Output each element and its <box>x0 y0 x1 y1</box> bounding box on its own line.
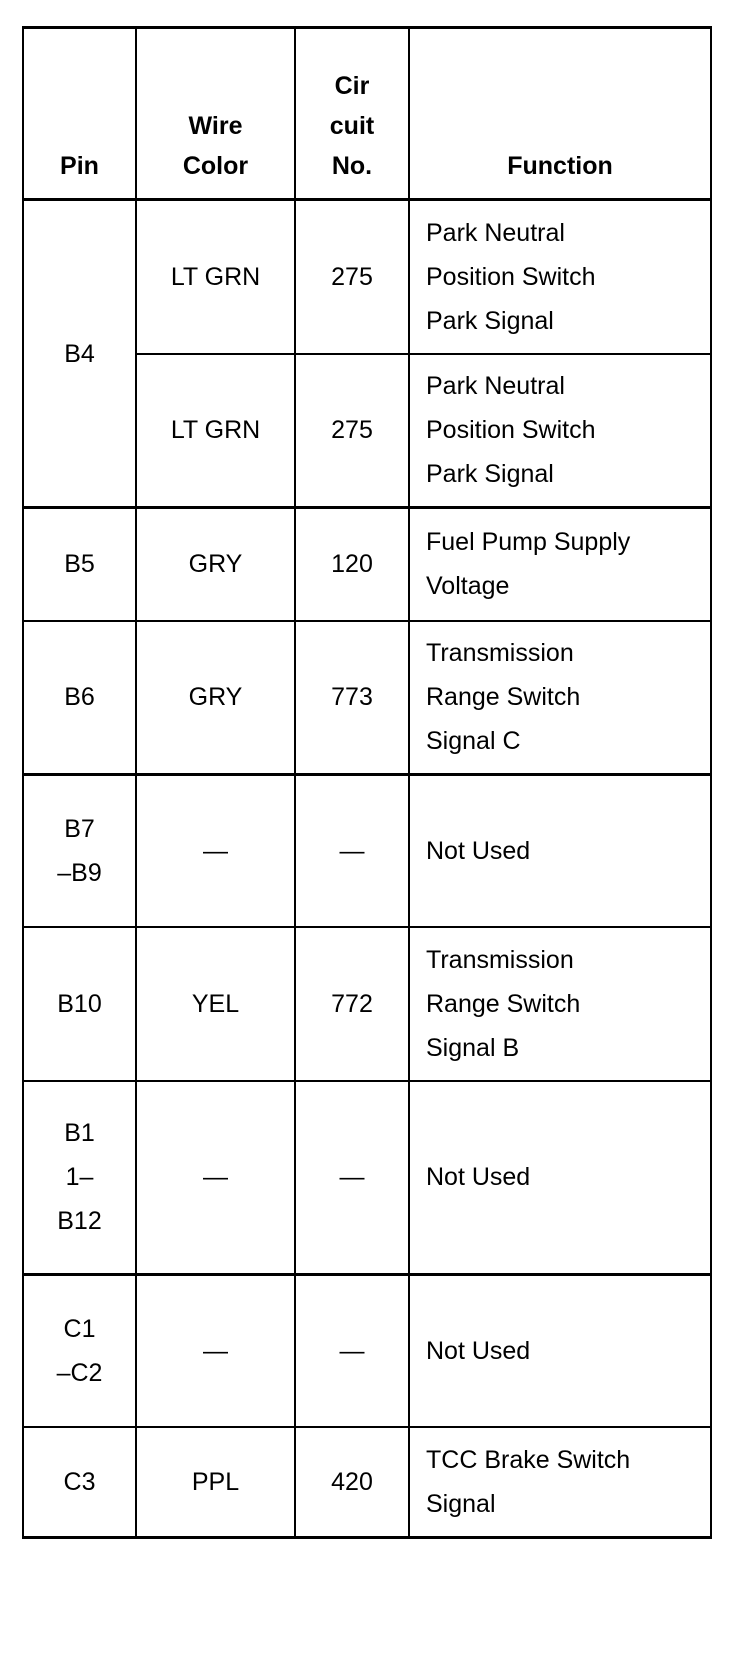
wire-color-cell: PPL <box>136 1427 295 1538</box>
function-cell: Transmission Range Switch Signal C <box>409 621 711 775</box>
header-row <box>23 28 711 200</box>
header-pin: Pin <box>23 28 136 200</box>
table-body <box>23 200 711 1538</box>
circuit-cell: — <box>295 1275 409 1427</box>
table-row <box>23 1275 711 1427</box>
pin-cell: C1 –C2 <box>23 1275 136 1427</box>
pin-cell: B4 <box>23 200 136 508</box>
function-cell: Park Neutral Position Switch Park Signal <box>409 200 711 354</box>
header-function: Function <box>409 28 711 200</box>
pinout-table <box>22 26 712 1539</box>
table-row <box>23 1427 711 1538</box>
function-cell: Not Used <box>409 1275 711 1427</box>
circuit-cell: 275 <box>295 200 409 354</box>
table-row <box>23 200 711 354</box>
wire-color-cell: — <box>136 1275 295 1427</box>
circuit-cell: 773 <box>295 621 409 775</box>
pin-cell: B6 <box>23 621 136 775</box>
table-row <box>23 508 711 621</box>
function-cell: Park Neutral Position Switch Park Signal <box>409 354 711 508</box>
function-cell: TCC Brake Switch Signal <box>409 1427 711 1538</box>
wire-color-cell: LT GRN <box>136 200 295 354</box>
pin-cell: C3 <box>23 1427 136 1538</box>
table-row <box>23 1081 711 1275</box>
circuit-cell: 420 <box>295 1427 409 1538</box>
circuit-cell: — <box>295 775 409 927</box>
circuit-cell: 275 <box>295 354 409 508</box>
pin-cell: B5 <box>23 508 136 621</box>
wire-color-cell: LT GRN <box>136 354 295 508</box>
header-circuit-no: Cir cuit No. <box>295 28 409 200</box>
header-wire-color: Wire Color <box>136 28 295 200</box>
table-row <box>23 621 711 775</box>
circuit-cell: — <box>295 1081 409 1275</box>
function-cell: Fuel Pump Supply Voltage <box>409 508 711 621</box>
wire-color-cell: — <box>136 775 295 927</box>
table-header <box>23 28 711 200</box>
circuit-cell: 120 <box>295 508 409 621</box>
pin-cell: B7 –B9 <box>23 775 136 927</box>
function-cell: Not Used <box>409 775 711 927</box>
table-row <box>23 927 711 1081</box>
wire-color-cell: YEL <box>136 927 295 1081</box>
wire-color-cell: GRY <box>136 508 295 621</box>
function-cell: Not Used <box>409 1081 711 1275</box>
wire-color-cell: — <box>136 1081 295 1275</box>
pin-cell: B1 1– B12 <box>23 1081 136 1275</box>
wire-color-cell: GRY <box>136 621 295 775</box>
table-row <box>23 775 711 927</box>
function-cell: Transmission Range Switch Signal B <box>409 927 711 1081</box>
circuit-cell: 772 <box>295 927 409 1081</box>
pin-cell: B10 <box>23 927 136 1081</box>
